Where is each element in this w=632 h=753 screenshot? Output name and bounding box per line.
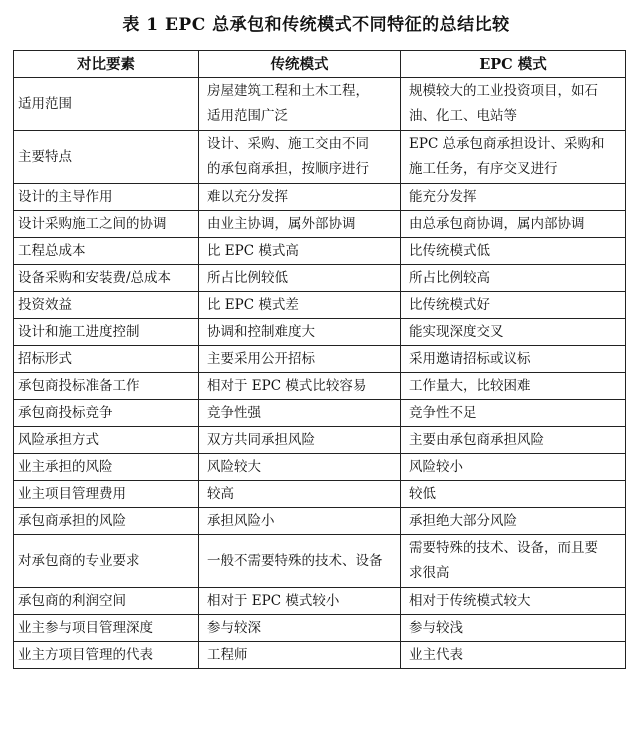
table-row bbox=[14, 211, 626, 238]
cell-factor: 承包商投标准备工作 bbox=[14, 373, 199, 400]
cell-factor: 工程总成本 bbox=[14, 238, 199, 265]
cell-factor: 业主方项目管理的代表 bbox=[14, 642, 199, 669]
cell-factor: 业主项目管理费用 bbox=[14, 481, 199, 508]
cell-factor: 承包商的利润空间 bbox=[14, 588, 199, 615]
cell-traditional bbox=[199, 535, 401, 588]
cell-traditional bbox=[199, 78, 401, 131]
cell-text-line: 适用范围广泛 bbox=[207, 108, 288, 124]
cell-epc bbox=[401, 400, 626, 427]
cell-text-line: 相对于传统模式较大 bbox=[409, 592, 531, 609]
cell-text-line: 参与较浅 bbox=[409, 619, 463, 636]
cell-factor: 承包商承担的风险 bbox=[14, 508, 199, 535]
header-traditional: 传统模式 bbox=[199, 51, 401, 78]
cell-epc bbox=[401, 642, 626, 669]
header-epc: EPC 模式 bbox=[401, 51, 626, 78]
cell-factor: 主要特点 bbox=[14, 131, 199, 184]
cell-text-line: EPC 总承包商承担设计、采购和 bbox=[409, 136, 605, 152]
cell-traditional bbox=[199, 427, 401, 454]
cell-factor: 招标形式 bbox=[14, 346, 199, 373]
table-row bbox=[14, 454, 626, 481]
cell-traditional bbox=[199, 642, 401, 669]
table-row bbox=[14, 265, 626, 292]
cell-text-line: 设计、采购、施工交由不同 bbox=[207, 136, 369, 152]
table-row bbox=[14, 373, 626, 400]
cell-factor: 业主承担的风险 bbox=[14, 454, 199, 481]
cell-epc bbox=[401, 454, 626, 481]
cell-traditional bbox=[199, 184, 401, 211]
cell-traditional bbox=[199, 292, 401, 319]
cell-text-line: 的承包商承担，按顺序进行 bbox=[207, 161, 369, 177]
cell-factor: 风险承担方式 bbox=[14, 427, 199, 454]
cell-text-line: 承担风险小 bbox=[207, 512, 275, 529]
cell-factor: 设备采购和安装费/总成本 bbox=[14, 265, 199, 292]
cell-text-line: 竞争性不足 bbox=[409, 404, 477, 421]
cell-factor: 承包商投标竞争 bbox=[14, 400, 199, 427]
table-body bbox=[14, 78, 626, 669]
cell-text-line: 求很高 bbox=[409, 565, 450, 581]
cell-text-line: 主要采用公开招标 bbox=[207, 350, 315, 367]
header-factor: 对比要素 bbox=[14, 51, 199, 78]
cell-traditional bbox=[199, 346, 401, 373]
cell-epc bbox=[401, 427, 626, 454]
table-row bbox=[14, 131, 626, 184]
cell-text-line: 相对于 EPC 模式较小 bbox=[207, 592, 340, 609]
table-row bbox=[14, 78, 626, 131]
cell-text-line: 风险较大 bbox=[207, 458, 261, 475]
table-row bbox=[14, 292, 626, 319]
cell-text-line: 参与较深 bbox=[207, 619, 261, 636]
cell-epc bbox=[401, 319, 626, 346]
comparison-table bbox=[13, 50, 626, 669]
cell-text-line: 工作量大，比较困难 bbox=[409, 377, 531, 394]
cell-epc bbox=[401, 535, 626, 588]
cell-epc bbox=[401, 131, 626, 184]
cell-epc bbox=[401, 238, 626, 265]
cell-traditional bbox=[199, 373, 401, 400]
header-row bbox=[14, 51, 626, 78]
table-row bbox=[14, 427, 626, 454]
cell-epc bbox=[401, 588, 626, 615]
cell-factor: 设计的主导作用 bbox=[14, 184, 199, 211]
cell-epc bbox=[401, 292, 626, 319]
cell-epc bbox=[401, 373, 626, 400]
cell-text-line: 能实现深度交叉 bbox=[409, 323, 504, 340]
cell-traditional bbox=[199, 131, 401, 184]
cell-factor: 适用范围 bbox=[14, 78, 199, 131]
cell-factor: 投资效益 bbox=[14, 292, 199, 319]
cell-text-line: 房屋建筑工程和土木工程， bbox=[207, 83, 369, 99]
cell-traditional bbox=[199, 400, 401, 427]
cell-text-line: 施工任务，有序交叉进行 bbox=[409, 161, 558, 177]
cell-text-line: 工程师 bbox=[207, 646, 248, 663]
cell-epc bbox=[401, 481, 626, 508]
cell-text-line: 一般不需要特殊的技术、设备 bbox=[207, 552, 383, 569]
table-row bbox=[14, 319, 626, 346]
cell-text-line: 难以充分发挥 bbox=[207, 188, 288, 205]
cell-traditional bbox=[199, 265, 401, 292]
cell-text-line: 由业主协调，属外部协调 bbox=[207, 215, 356, 232]
cell-text-line: 能充分发挥 bbox=[409, 188, 477, 205]
cell-text-line: 主要由承包商承担风险 bbox=[409, 431, 544, 448]
cell-text-line: 双方共同承担风险 bbox=[207, 431, 315, 448]
cell-factor: 设计和施工进度控制 bbox=[14, 319, 199, 346]
cell-text-line: 比 EPC 模式高 bbox=[207, 242, 299, 259]
cell-text-line: 比传统模式低 bbox=[409, 242, 490, 259]
cell-text-line: 较高 bbox=[207, 485, 234, 502]
cell-text-line: 规模较大的工业投资项目，如石 bbox=[409, 83, 598, 99]
cell-epc bbox=[401, 346, 626, 373]
cell-traditional bbox=[199, 238, 401, 265]
cell-factor: 设计采购施工之间的协调 bbox=[14, 211, 199, 238]
cell-epc bbox=[401, 184, 626, 211]
cell-text-line: 所占比例较高 bbox=[409, 269, 490, 286]
table-row bbox=[14, 481, 626, 508]
cell-traditional bbox=[199, 454, 401, 481]
cell-traditional bbox=[199, 615, 401, 642]
cell-traditional bbox=[199, 211, 401, 238]
table-row bbox=[14, 508, 626, 535]
table-row bbox=[14, 238, 626, 265]
table-row bbox=[14, 588, 626, 615]
cell-traditional bbox=[199, 588, 401, 615]
cell-text-line: 竞争性强 bbox=[207, 404, 261, 421]
table-row bbox=[14, 615, 626, 642]
cell-text-line: 协调和控制难度大 bbox=[207, 323, 315, 340]
cell-text-line: 油、化工、电站等 bbox=[409, 108, 517, 124]
cell-text-line: 业主代表 bbox=[409, 646, 463, 663]
cell-text-line: 承担绝大部分风险 bbox=[409, 512, 517, 529]
cell-epc bbox=[401, 211, 626, 238]
cell-epc bbox=[401, 508, 626, 535]
cell-text-line: 比传统模式好 bbox=[409, 296, 490, 313]
cell-traditional bbox=[199, 481, 401, 508]
cell-text-line: 风险较小 bbox=[409, 458, 463, 475]
table-row bbox=[14, 346, 626, 373]
cell-text-line: 采用邀请招标或议标 bbox=[409, 350, 531, 367]
table-row bbox=[14, 535, 626, 588]
cell-epc bbox=[401, 265, 626, 292]
table-row bbox=[14, 184, 626, 211]
cell-text-line: 比 EPC 模式差 bbox=[207, 296, 299, 313]
cell-traditional bbox=[199, 508, 401, 535]
cell-text-line: 需要特殊的技术、设备，而且要 bbox=[409, 540, 598, 556]
cell-text-line: 所占比例较低 bbox=[207, 269, 288, 286]
table-row bbox=[14, 642, 626, 669]
cell-epc bbox=[401, 615, 626, 642]
cell-traditional bbox=[199, 319, 401, 346]
cell-text-line: 相对于 EPC 模式比较容易 bbox=[207, 377, 367, 394]
cell-epc bbox=[401, 78, 626, 131]
cell-factor: 对承包商的专业要求 bbox=[14, 535, 199, 588]
table-row bbox=[14, 400, 626, 427]
cell-text-line: 较低 bbox=[409, 485, 436, 502]
cell-text-line: 由总承包商协调，属内部协调 bbox=[409, 215, 585, 232]
cell-factor: 业主参与项目管理深度 bbox=[14, 615, 199, 642]
table-title: 表 1 EPC 总承包和传统模式不同特征的总结比较 bbox=[122, 15, 510, 35]
